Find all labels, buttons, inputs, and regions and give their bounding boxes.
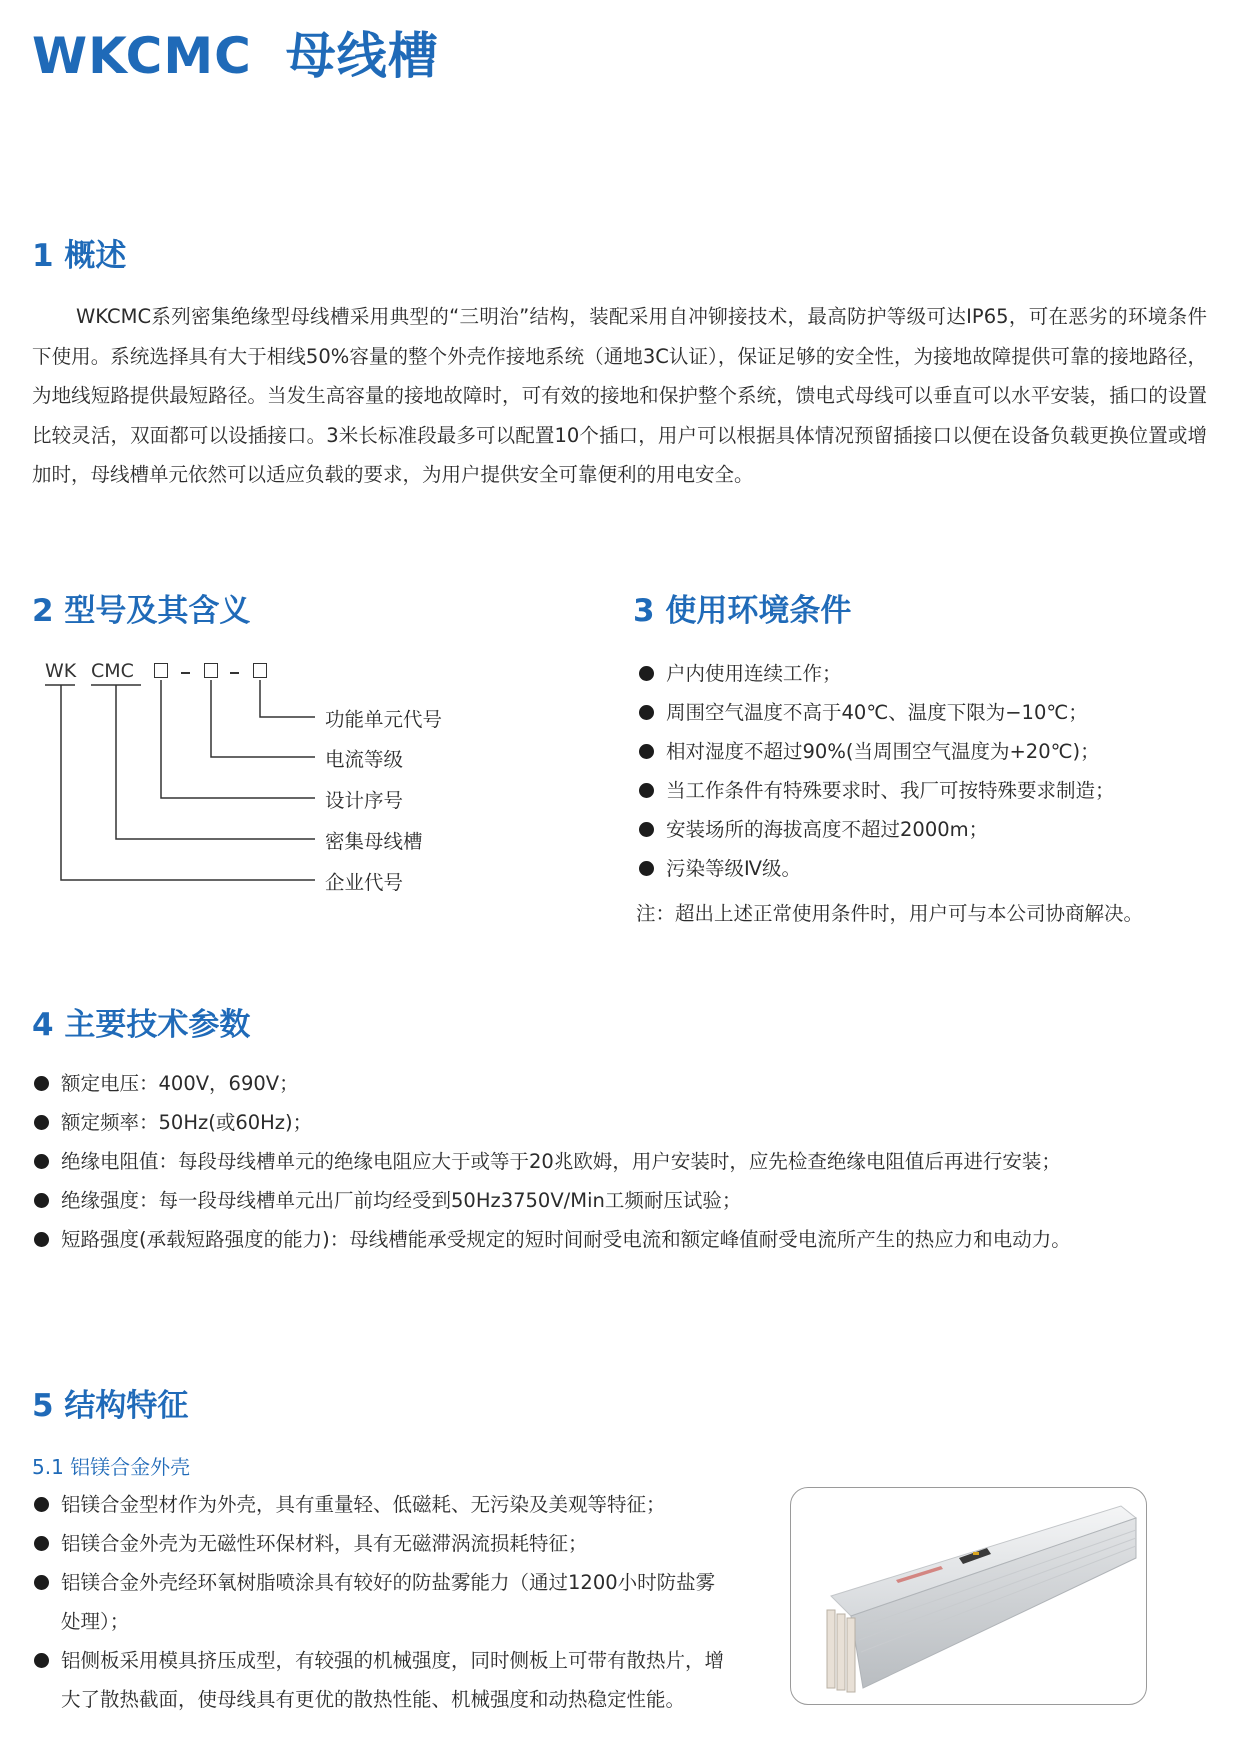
overview-line: 垂直可以水平安装，插口的设置比较灵活，双面都可以设插接口。3米长标准段最多可以配置10个插口，用户可以根据具体情况 (32, 384, 1207, 447)
list-item: 铝镁合金外壳为无磁性环保材料，具有无磁滞涡流损耗特征； (31, 1524, 731, 1563)
diagram-label: 电流等级 (325, 748, 404, 771)
overview-line: 的环境条件下使用。系统选择具有大于相线50%容量的整个外壳作接地系统（通地3C认证），保证足够的安全性，为接地故障 (32, 305, 1207, 368)
list-item: 额定频率：50Hz(或60Hz)； (31, 1103, 1071, 1142)
diagram-label: 企业代号 (325, 871, 404, 894)
list-item: 铝侧板采用模具挤压成型，有较强的机械强度，同时侧板上可带有散热片，增大了散热截面，使母线具有更优的散热性能、机械强度和动热稳定性能。 (31, 1641, 731, 1719)
overview-paragraph (32, 297, 1207, 495)
section-5-1-heading: 5.1 铝镁合金外壳 (32, 1455, 191, 1479)
diagram-label: 功能单元代号 (325, 708, 443, 731)
list-item: 铝镁合金型材作为外壳，具有重量轻、低磁耗、无污染及美观等特征； (31, 1485, 731, 1524)
overview-line: WKCMC系列密集绝缘型母线槽采用典型的“三明治”结构，装配采用自冲铆接技术，最高防护等级可达IP65，可在恶劣 (76, 305, 1109, 328)
current-level-box (204, 663, 218, 678)
diagram-label: 密集母线槽 (325, 830, 423, 853)
list-item: 户内使用连续工作； (636, 654, 1115, 693)
title-code: WKCMC (32, 27, 252, 85)
list-item: 周围空气温度不高于40℃、温度下限为−10℃； (636, 693, 1115, 732)
page-title (32, 16, 439, 88)
section-4-heading: 4 主要技术参数 (32, 1007, 251, 1043)
structure-list (31, 1485, 731, 1719)
env-conditions-list (636, 654, 1115, 888)
overview-line: 预留插接口以便在设备负载更换位置或增加时，母线槽单元依然可以适应负载的要求，为用户提供安全可靠便利的用电安全。 (32, 423, 1207, 486)
list-item: 污染等级Ⅳ级。 (636, 849, 1115, 888)
list-item: 当工作条件有特殊要求时、我厂可按特殊要求制造； (636, 771, 1115, 810)
dash (181, 672, 190, 674)
list-item: 绝缘电阻值：每段母线槽单元的绝缘电阻应大于或等于20兆欧姆，用户安装时，应先检查绝缘电阻值后再进行安装； (31, 1142, 1071, 1181)
code-wk: WK (45, 660, 77, 682)
dash (230, 672, 239, 674)
list-item: 绝缘强度：每一段母线槽单元出厂前均经受到50Hz3750V/Min工频耐压试验； (31, 1181, 1071, 1220)
function-unit-box (253, 663, 267, 678)
list-item: 短路强度(承载短路强度的能力)：母线槽能承受规定的短时间耐受电流和额定峰值耐受电流所产生的热应力和电动力。 (31, 1220, 1071, 1259)
code-cmc: CMC (91, 660, 134, 682)
list-item: 铝镁合金外壳经环氧树脂喷涂具有较好的防盐雾能力（通过1200小时防盐雾处理）； (31, 1563, 731, 1641)
design-seq-box (154, 663, 168, 678)
model-code-diagram (45, 650, 505, 900)
section-5-heading: 5 结构特征 (32, 1388, 189, 1424)
busway-product-image (790, 1487, 1147, 1705)
env-note: 注：超出上述正常使用条件时，用户可与本公司协商解决。 (636, 902, 1144, 925)
section-3-heading: 3 使用环境条件 (633, 593, 852, 629)
list-item: 相对湿度不超过90%(当周围空气温度为+20℃)； (636, 732, 1115, 771)
overview-line: 提供可靠的接地路径，为地线短路提供最短路径。当发生高容量的接地故障时，可有效的接地和保护整个系统，馈电式母线可以 (32, 344, 1207, 407)
list-item: 安装场所的海拔高度不超过2000m； (636, 810, 1115, 849)
busway-illustration (791, 1488, 1147, 1705)
section-2-heading: 2 型号及其含义 (32, 593, 251, 629)
tech-params-list (31, 1064, 1071, 1259)
list-item: 额定电压：400V，690V； (31, 1064, 1071, 1103)
diagram-label: 设计序号 (325, 789, 404, 812)
title-name: 母线槽 (285, 27, 439, 85)
section-1-heading: 1 概述 (32, 238, 127, 274)
diagram-lines (45, 650, 505, 900)
